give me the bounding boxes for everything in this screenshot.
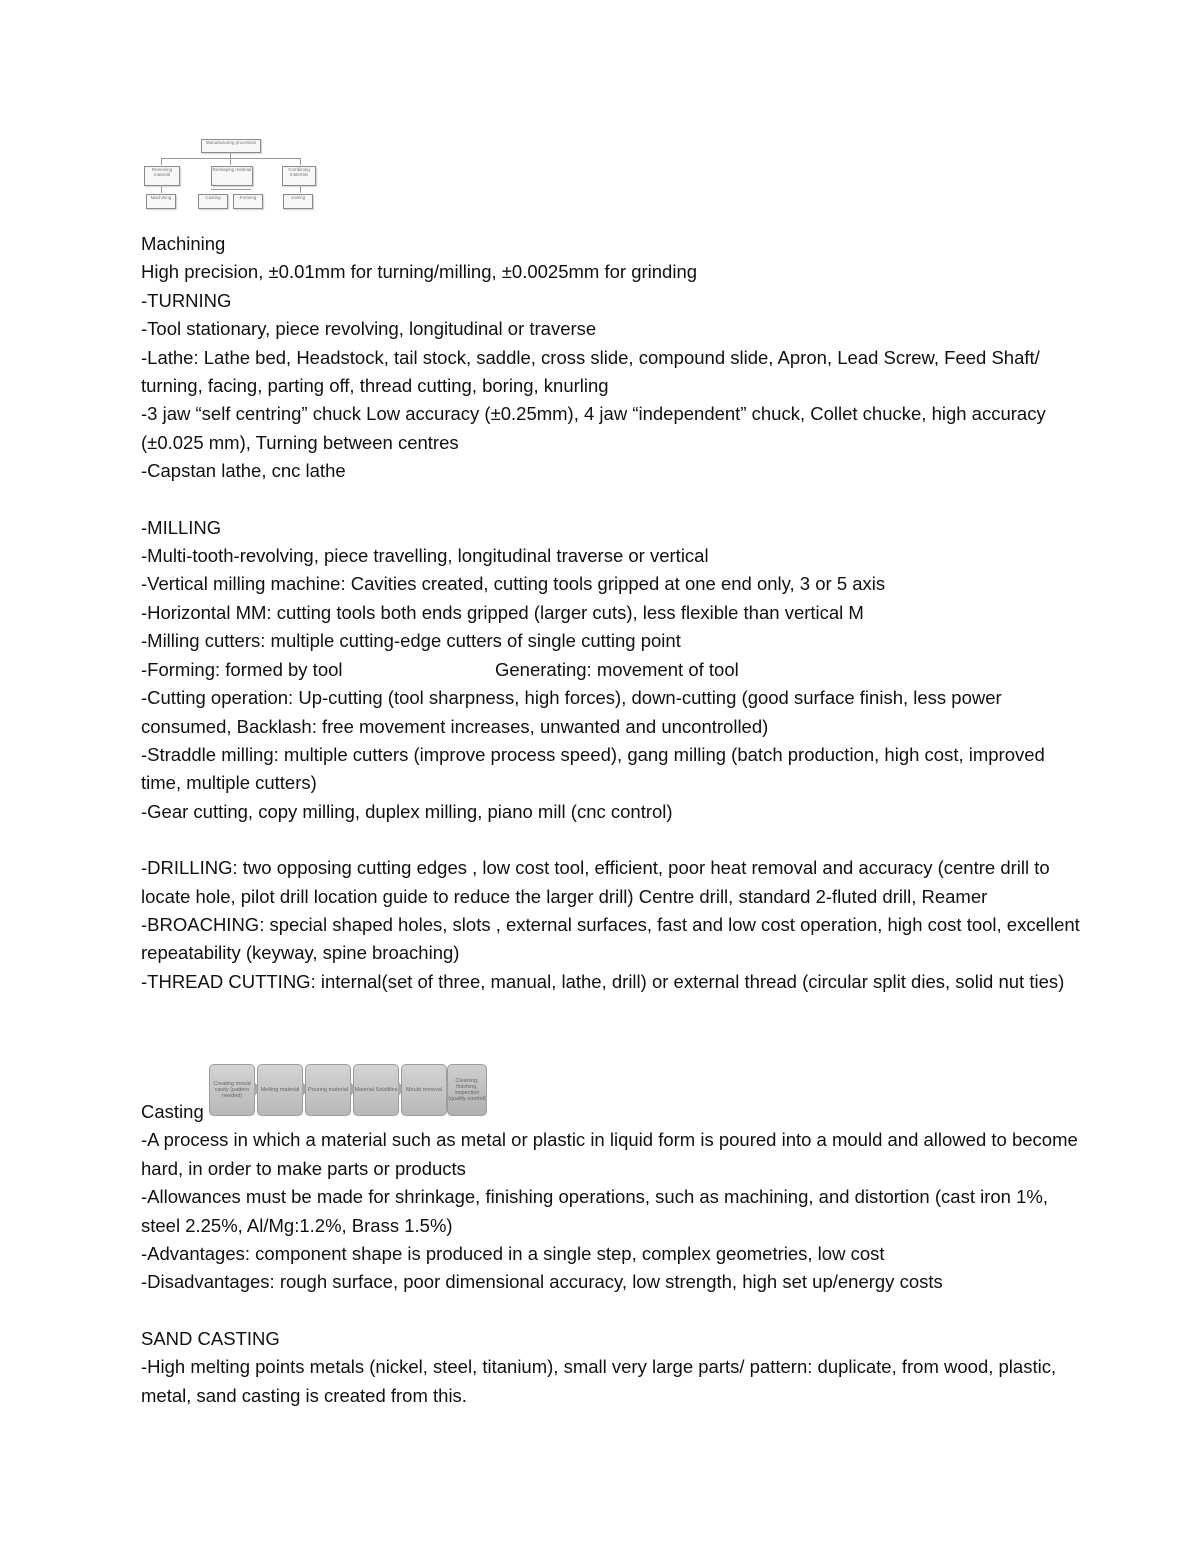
hierarchy-top-box: Manufacturing processes — [201, 139, 261, 153]
flow-step: Material Solidifies — [353, 1064, 399, 1116]
flow-step: Creating mould cavity (pattern needed) — [209, 1064, 255, 1116]
text-line: -Advantages: component shape is produced in a single step, complex geometries, low cost — [141, 1243, 885, 1265]
text-line: -Lathe: Lathe bed, Headstock, tail stock, saddle, cross slide, compound slide, Apron, Lead Screw, Feed Shaft/ turning, facing, parting off, thread cutting, boring, knurling — [141, 346, 1040, 397]
hierarchy-sub-left-box: Machining — [146, 194, 176, 209]
paragraph-gap — [141, 1297, 1081, 1325]
hierarchy-sub-mid-box: Casting — [198, 194, 228, 209]
section-heading: Machining — [141, 233, 226, 254]
text-line: High precision, ±0.01mm for turning/milling, ±0.0025mm for grinding — [141, 261, 698, 283]
flow-step: Cleaning, finishing, inspection (quality control) — [447, 1064, 487, 1116]
hierarchy-right-box: Combining materials — [282, 166, 316, 186]
subsection-heading: -MILLING — [141, 516, 222, 538]
text-line: -Cutting operation: Up-cutting (tool sharpness, high forces), down-cutting (good surface finish, less power consumed, Backlash: free movement increases, unwanted and uncontrolled) — [141, 687, 1002, 737]
text-line: -Tool stationary, piece revolving, longitudinal or traverse — [141, 318, 597, 340]
connector — [300, 185, 301, 193]
text-line: -Straddle milling: multiple cutters (improve process speed), gang milling (batch production, high cost, improved time, multiple cutters) — [141, 743, 1045, 794]
hierarchy-middle-box: Reshaping material — [211, 166, 253, 186]
text-line: -Capstan lathe, cnc lathe — [141, 460, 346, 482]
text-line: -Vertical milling machine: Cavities created, cutting tools gripped at one end only, 3 or 5 axis — [141, 573, 886, 595]
flow-step: Melting material — [257, 1064, 303, 1116]
text-line: -A process in which a material such as metal or plastic in liquid form is poured into a mould and allowed to become hard, in order to make parts or products — [141, 1129, 1078, 1179]
hierarchy-sub-right-box: Joining — [283, 194, 313, 209]
forming-text: -Forming: formed by tool — [141, 658, 343, 680]
text-line: -THREAD CUTTING: internal(set of three, manual, lathe, drill) or external thread (circular split dies, solid nut ties) — [141, 970, 1065, 992]
paragraph-gap — [141, 486, 1081, 514]
machining-section — [141, 230, 1081, 996]
hierarchy-left-box: Removing material — [144, 166, 180, 186]
connector — [300, 158, 301, 165]
connector — [161, 185, 162, 193]
casting-section — [141, 1098, 1081, 1410]
text-line: -Multi-tooth-revolving, piece travelling, longitudinal traverse or vertical — [141, 545, 709, 567]
text-line: -High melting points metals (nickel, steel, titanium), small very large parts/ pattern: duplicate, from wood, plastic, metal, sand casting is created from this. — [141, 1356, 1057, 1406]
connector — [161, 158, 162, 165]
hierarchy-sub-mid-box: Forming — [233, 194, 263, 209]
text-line: -Milling cutters: multiple cutting-edge cutters of single cutting point — [141, 630, 681, 652]
section-heading: Casting — [141, 1101, 204, 1122]
text-line: -DRILLING: two opposing cutting edges , low cost tool, efficient, poor heat removal and accuracy (centre drill to locate hole, pilot drill location guide to reduce the larger drill) Centre drill, standard 2-fluted drill, Reamer — [141, 857, 1050, 907]
manufacturing-hierarchy-diagram — [141, 139, 316, 214]
text-line: -Allowances must be made for shrinkage, finishing operations, such as machining, and distortion (cast iron 1%, steel 2.25%, Al/Mg:1.2%, Brass 1.5%) — [141, 1186, 1048, 1236]
text-line: -BROACHING: special shaped holes, slots , external surfaces, fast and low cost operation, high cost tool, excellent repeatability (keyway, spine broaching) — [141, 913, 1080, 964]
flow-step: Mould removal — [401, 1064, 447, 1116]
paragraph-gap — [141, 826, 1081, 854]
text-line: -Gear cutting, copy milling, duplex milling, piano mill (cnc control) — [141, 800, 673, 822]
text-line: -Disadvantages: rough surface, poor dimensional accuracy, low strength, high set up/energy costs — [141, 1271, 943, 1293]
connector — [211, 189, 251, 190]
text-line: -3 jaw “self centring” chuck Low accuracy (±0.25mm), 4 jaw “independent” chuck, Collet chucke, high accuracy (±0.025 mm), Turning between centres — [141, 403, 1046, 453]
generating-text: Generating: movement of tool — [495, 658, 739, 680]
flow-step: Pouring material — [305, 1064, 351, 1116]
subsection-heading: -TURNING — [141, 289, 232, 311]
text-line: -Horizontal MM: cutting tools both ends gripped (larger cuts), less flexible than vertical M — [141, 601, 864, 623]
section-heading: SAND CASTING — [141, 1327, 280, 1349]
connector — [230, 158, 231, 165]
text-line — [141, 656, 1081, 684]
